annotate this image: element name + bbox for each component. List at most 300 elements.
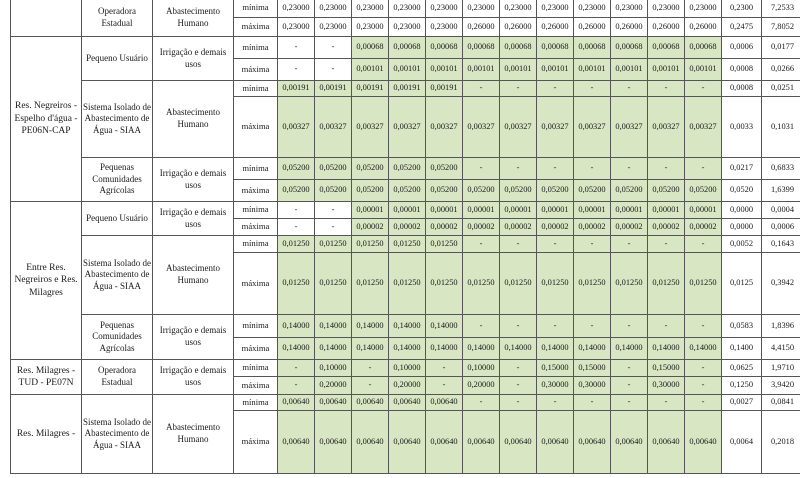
value-cell: 0,05200: [389, 180, 426, 202]
value-cell: 0,01250: [352, 253, 389, 315]
value-cell: -: [500, 81, 537, 97]
user-cell: Operadora Estadual: [82, 360, 153, 395]
average-cell: 0,0625: [722, 360, 762, 377]
value-cell: 0,23000: [352, 0, 389, 18]
value-cell: 0,00068: [463, 37, 500, 59]
value-cell: 0,00068: [685, 37, 722, 59]
value-cell: 0,15000: [574, 360, 611, 377]
value-cell: 0,14000: [426, 315, 463, 338]
value-cell: 0,01250: [611, 253, 648, 315]
value-cell: 0,14000: [315, 338, 352, 360]
average-cell: 0,0006: [722, 37, 762, 59]
value-cell: 0,00640: [389, 395, 426, 411]
value-cell: 0,14000: [352, 338, 389, 360]
value-cell: 0,00068: [648, 37, 685, 59]
value-cell: 0,01250: [574, 253, 611, 315]
use-cell: Abastecimento Humano: [153, 0, 234, 37]
average-cell: 0,1250: [722, 377, 762, 395]
value-cell: 0,00327: [278, 97, 315, 158]
value-cell: 0,05200: [315, 158, 352, 180]
location-cell: Res. Negreiros - Espelho d'água - PE06N-CAP: [11, 37, 82, 202]
value-cell: -: [685, 315, 722, 338]
average-cell: 0,0027: [722, 395, 762, 411]
value-cell: -: [574, 315, 611, 338]
value-cell: 0,00327: [463, 97, 500, 158]
value-cell: 0,14000: [315, 315, 352, 338]
value-cell: -: [611, 377, 648, 395]
use-cell: Abastecimento Humano: [153, 395, 234, 474]
average-cell: 0,0008: [722, 59, 762, 81]
value-cell: 0,23000: [685, 0, 722, 18]
value-cell: 0,00001: [648, 202, 685, 219]
value-cell: 0,20000: [463, 377, 500, 395]
value-cell: -: [315, 37, 352, 59]
value-cell: 0,01250: [389, 236, 426, 253]
value-cell: -: [278, 360, 315, 377]
value-cell: 0,00002: [574, 219, 611, 236]
value-cell: -: [537, 236, 574, 253]
value-cell: 0,26000: [574, 18, 611, 37]
use-cell: Irrigação e demais usos: [153, 37, 234, 81]
value-cell: 0,14000: [426, 338, 463, 360]
value-cell: 0,01250: [278, 253, 315, 315]
flow-type-cell: máxima: [234, 253, 278, 315]
user-cell: Pequenas Comunidades Agrícolas: [82, 315, 153, 360]
use-cell: Irrigação e demais usos: [153, 360, 234, 395]
average-cell: 0,0033: [722, 97, 762, 158]
flow-type-cell: máxima: [234, 18, 278, 37]
table-row: [11, 202, 800, 219]
value-cell: 0,30000: [574, 377, 611, 395]
value-cell: 0,15000: [648, 360, 685, 377]
use-cell: Irrigação e demais usos: [153, 202, 234, 236]
value-cell: 0,23000: [315, 18, 352, 37]
value-cell: 0,00002: [611, 219, 648, 236]
value-cell: 0,00001: [537, 202, 574, 219]
value-cell: 0,05200: [278, 180, 315, 202]
value-cell: 0,23000: [352, 18, 389, 37]
value-cell: -: [574, 158, 611, 180]
value-cell: -: [648, 315, 685, 338]
total-cell: 0,0006: [762, 219, 800, 236]
value-cell: -: [648, 81, 685, 97]
average-cell: 0,0000: [722, 202, 762, 219]
flow-type-cell: máxima: [234, 338, 278, 360]
table-row: [11, 315, 800, 338]
value-cell: 0,00640: [537, 411, 574, 474]
value-cell: -: [648, 395, 685, 411]
value-cell: 0,00001: [389, 202, 426, 219]
value-cell: -: [611, 236, 648, 253]
value-cell: 0,23000: [315, 0, 352, 18]
value-cell: 0,23000: [278, 18, 315, 37]
value-cell: 0,14000: [648, 338, 685, 360]
value-cell: 0,00640: [500, 411, 537, 474]
value-cell: 0,23000: [611, 0, 648, 18]
value-cell: 0,00327: [352, 97, 389, 158]
value-cell: 0,05200: [574, 180, 611, 202]
value-cell: -: [500, 395, 537, 411]
location-cell: [11, 0, 82, 37]
value-cell: 0,14000: [500, 338, 537, 360]
value-cell: 0,10000: [315, 360, 352, 377]
location-cell: Entre Res. Negreiros e Res. Milagres: [11, 202, 82, 360]
value-cell: -: [574, 395, 611, 411]
value-cell: 0,00101: [352, 59, 389, 81]
value-cell: 0,00640: [389, 411, 426, 474]
value-cell: -: [574, 236, 611, 253]
value-cell: 0,23000: [389, 18, 426, 37]
value-cell: 0,23000: [537, 0, 574, 18]
flow-type-cell: mínima: [234, 0, 278, 18]
value-cell: 0,23000: [389, 0, 426, 18]
value-cell: 0,00001: [426, 202, 463, 219]
value-cell: 0,00002: [352, 219, 389, 236]
total-cell: 1,6399: [762, 180, 800, 202]
average-cell: 0,0125: [722, 253, 762, 315]
flow-type-cell: máxima: [234, 180, 278, 202]
value-cell: 0,00327: [685, 97, 722, 158]
value-cell: 0,00640: [463, 411, 500, 474]
value-cell: -: [463, 158, 500, 180]
value-cell: 0,05200: [685, 180, 722, 202]
value-cell: 0,05200: [426, 158, 463, 180]
value-cell: 0,23000: [426, 0, 463, 18]
user-cell: Sistema Isolado de Abastecimento de Água - SIAA: [82, 236, 153, 315]
value-cell: 0,00002: [685, 219, 722, 236]
value-cell: -: [500, 315, 537, 338]
value-cell: -: [611, 315, 648, 338]
value-cell: -: [685, 360, 722, 377]
value-cell: -: [463, 315, 500, 338]
allocation-table-container: [10, 0, 800, 478]
flow-type-cell: mínima: [234, 395, 278, 411]
value-cell: -: [685, 395, 722, 411]
use-cell: Irrigação e demais usos: [153, 315, 234, 360]
value-cell: 0,00327: [426, 97, 463, 158]
value-cell: -: [426, 377, 463, 395]
value-cell: 0,00101: [537, 59, 574, 81]
value-cell: 0,01250: [500, 253, 537, 315]
value-cell: 0,05200: [648, 180, 685, 202]
flow-type-cell: mínima: [234, 202, 278, 219]
value-cell: 0,00191: [426, 81, 463, 97]
value-cell: 0,00001: [352, 202, 389, 219]
value-cell: 0,00191: [278, 81, 315, 97]
total-cell: 0,2018: [762, 411, 800, 474]
average-cell: 0,0064: [722, 411, 762, 474]
table-row: [11, 236, 800, 253]
value-cell: 0,23000: [500, 0, 537, 18]
table-row: [11, 37, 800, 59]
flow-type-cell: máxima: [234, 59, 278, 81]
value-cell: 0,05200: [611, 180, 648, 202]
value-cell: 0,01250: [426, 253, 463, 315]
value-cell: 0,00640: [315, 395, 352, 411]
value-cell: 0,14000: [278, 338, 315, 360]
value-cell: -: [463, 395, 500, 411]
value-cell: 0,10000: [389, 360, 426, 377]
total-cell: 1,9710: [762, 360, 800, 377]
value-cell: 0,14000: [537, 338, 574, 360]
average-cell: 0,0008: [722, 81, 762, 97]
value-cell: 0,14000: [574, 338, 611, 360]
value-cell: 0,05200: [352, 158, 389, 180]
value-cell: -: [426, 360, 463, 377]
value-cell: -: [278, 219, 315, 236]
average-cell: 0,1400: [722, 338, 762, 360]
value-cell: 0,00327: [611, 97, 648, 158]
value-cell: 0,14000: [685, 338, 722, 360]
value-cell: 0,26000: [685, 18, 722, 37]
value-cell: 0,00327: [500, 97, 537, 158]
value-cell: 0,01250: [648, 253, 685, 315]
value-cell: 0,05200: [352, 180, 389, 202]
value-cell: -: [685, 236, 722, 253]
value-cell: -: [278, 377, 315, 395]
value-cell: 0,00002: [463, 219, 500, 236]
value-cell: -: [648, 158, 685, 180]
value-cell: 0,00640: [426, 395, 463, 411]
value-cell: 0,30000: [648, 377, 685, 395]
value-cell: 0,00068: [352, 37, 389, 59]
value-cell: 0,00327: [648, 97, 685, 158]
user-cell: Pequeno Usuário: [82, 37, 153, 81]
use-cell: Abastecimento Humano: [153, 81, 234, 158]
value-cell: 0,23000: [463, 0, 500, 18]
value-cell: 0,01250: [278, 236, 315, 253]
value-cell: 0,00001: [685, 202, 722, 219]
value-cell: -: [537, 158, 574, 180]
total-cell: 0,1643: [762, 236, 800, 253]
value-cell: 0,00191: [352, 81, 389, 97]
flow-type-cell: mínima: [234, 360, 278, 377]
value-cell: 0,00191: [389, 81, 426, 97]
value-cell: 0,01250: [352, 236, 389, 253]
average-cell: 0,0217: [722, 158, 762, 180]
user-cell: Sistema Isolado de Abastecimento de Água - SIAA: [82, 81, 153, 158]
value-cell: -: [352, 360, 389, 377]
flow-type-cell: mínima: [234, 315, 278, 338]
value-cell: -: [685, 81, 722, 97]
value-cell: -: [500, 158, 537, 180]
value-cell: -: [537, 81, 574, 97]
value-cell: -: [500, 377, 537, 395]
value-cell: 0,00640: [352, 395, 389, 411]
value-cell: 0,01250: [389, 253, 426, 315]
total-cell: 0,0251: [762, 81, 800, 97]
table-row: [11, 395, 800, 411]
value-cell: 0,00002: [389, 219, 426, 236]
value-cell: -: [574, 81, 611, 97]
value-cell: 0,10000: [463, 360, 500, 377]
total-cell: 3,9420: [762, 377, 800, 395]
value-cell: 0,05200: [463, 180, 500, 202]
table-row: [11, 158, 800, 180]
value-cell: 0,00101: [648, 59, 685, 81]
value-cell: 0,05200: [500, 180, 537, 202]
flow-type-cell: máxima: [234, 97, 278, 158]
value-cell: 0,26000: [611, 18, 648, 37]
total-cell: 7,2533: [762, 0, 800, 18]
value-cell: 0,00002: [426, 219, 463, 236]
value-cell: 0,01250: [315, 253, 352, 315]
average-cell: 0,2475: [722, 18, 762, 37]
value-cell: 0,01250: [463, 253, 500, 315]
value-cell: 0,00068: [537, 37, 574, 59]
value-cell: 0,05200: [278, 158, 315, 180]
value-cell: 0,00327: [389, 97, 426, 158]
value-cell: 0,00640: [685, 411, 722, 474]
value-cell: -: [685, 377, 722, 395]
value-cell: 0,30000: [537, 377, 574, 395]
total-cell: 7,8052: [762, 18, 800, 37]
value-cell: 0,00640: [426, 411, 463, 474]
average-cell: 0,0520: [722, 180, 762, 202]
value-cell: -: [648, 236, 685, 253]
location-cell: Res. Milagres -: [11, 395, 82, 474]
total-cell: 1,8396: [762, 315, 800, 338]
value-cell: 0,23000: [278, 0, 315, 18]
value-cell: 0,00101: [611, 59, 648, 81]
average-cell: 0,2300: [722, 0, 762, 18]
value-cell: 0,00001: [500, 202, 537, 219]
value-cell: -: [537, 315, 574, 338]
location-cell: Res. Milagres - TUD - PE07N: [11, 360, 82, 395]
value-cell: 0,05200: [537, 180, 574, 202]
table-row: [11, 0, 800, 18]
table-row: [11, 81, 800, 97]
value-cell: 0,01250: [685, 253, 722, 315]
value-cell: -: [611, 360, 648, 377]
value-cell: -: [315, 219, 352, 236]
value-cell: 0,26000: [537, 18, 574, 37]
value-cell: -: [315, 202, 352, 219]
total-cell: 0,1031: [762, 97, 800, 158]
value-cell: 0,05200: [389, 158, 426, 180]
value-cell: -: [315, 59, 352, 81]
flow-type-cell: máxima: [234, 219, 278, 236]
value-cell: 0,23000: [426, 18, 463, 37]
value-cell: -: [685, 158, 722, 180]
value-cell: 0,00101: [463, 59, 500, 81]
value-cell: 0,00101: [389, 59, 426, 81]
value-cell: 0,26000: [463, 18, 500, 37]
value-cell: 0,20000: [315, 377, 352, 395]
value-cell: 0,00002: [648, 219, 685, 236]
total-cell: 0,6833: [762, 158, 800, 180]
value-cell: 0,00640: [315, 411, 352, 474]
flow-type-cell: mínima: [234, 158, 278, 180]
value-cell: -: [352, 377, 389, 395]
total-cell: 0,0177: [762, 37, 800, 59]
value-cell: 0,00002: [500, 219, 537, 236]
average-cell: 0,0583: [722, 315, 762, 338]
value-cell: 0,00068: [500, 37, 537, 59]
value-cell: 0,00640: [648, 411, 685, 474]
value-cell: 0,00640: [611, 411, 648, 474]
use-cell: Abastecimento Humano: [153, 236, 234, 315]
value-cell: -: [278, 202, 315, 219]
value-cell: 0,26000: [648, 18, 685, 37]
flow-type-cell: mínima: [234, 236, 278, 253]
value-cell: 0,00327: [574, 97, 611, 158]
user-cell: Sistema Isolado de Abastecimento de Água - SIAA: [82, 395, 153, 474]
value-cell: -: [537, 395, 574, 411]
value-cell: 0,14000: [389, 315, 426, 338]
value-cell: 0,01250: [315, 236, 352, 253]
value-cell: -: [500, 236, 537, 253]
flow-type-cell: mínima: [234, 37, 278, 59]
value-cell: -: [611, 81, 648, 97]
user-cell: Pequeno Usuário: [82, 202, 153, 236]
value-cell: 0,00640: [574, 411, 611, 474]
value-cell: 0,00068: [389, 37, 426, 59]
flow-type-cell: mínima: [234, 81, 278, 97]
value-cell: 0,14000: [611, 338, 648, 360]
value-cell: 0,00101: [685, 59, 722, 81]
value-cell: 0,00001: [574, 202, 611, 219]
value-cell: -: [611, 158, 648, 180]
value-cell: 0,00101: [426, 59, 463, 81]
value-cell: 0,15000: [537, 360, 574, 377]
value-cell: 0,23000: [648, 0, 685, 18]
value-cell: 0,00068: [611, 37, 648, 59]
value-cell: 0,00101: [500, 59, 537, 81]
water-allocation-table: [10, 0, 800, 474]
value-cell: 0,00068: [426, 37, 463, 59]
value-cell: 0,14000: [352, 315, 389, 338]
value-cell: 0,20000: [389, 377, 426, 395]
value-cell: 0,14000: [389, 338, 426, 360]
value-cell: 0,00101: [574, 59, 611, 81]
table-row: [11, 360, 800, 377]
value-cell: -: [500, 360, 537, 377]
value-cell: 0,26000: [500, 18, 537, 37]
value-cell: -: [278, 59, 315, 81]
value-cell: -: [463, 236, 500, 253]
average-cell: 0,0052: [722, 236, 762, 253]
value-cell: 0,23000: [574, 0, 611, 18]
use-cell: Irrigação e demais usos: [153, 158, 234, 202]
value-cell: -: [278, 37, 315, 59]
total-cell: 0,0266: [762, 59, 800, 81]
user-cell: Operadora Estadual: [82, 0, 153, 37]
total-cell: 0,0841: [762, 395, 800, 411]
value-cell: 0,01250: [537, 253, 574, 315]
total-cell: 0,3942: [762, 253, 800, 315]
value-cell: 0,05200: [426, 180, 463, 202]
flow-type-cell: máxima: [234, 377, 278, 395]
value-cell: 0,05200: [315, 180, 352, 202]
value-cell: 0,00068: [574, 37, 611, 59]
value-cell: 0,14000: [463, 338, 500, 360]
total-cell: 0,0004: [762, 202, 800, 219]
value-cell: 0,00191: [315, 81, 352, 97]
value-cell: 0,01250: [426, 236, 463, 253]
value-cell: 0,00327: [537, 97, 574, 158]
value-cell: 0,00327: [315, 97, 352, 158]
value-cell: 0,00002: [537, 219, 574, 236]
user-cell: Pequenas Comunidades Agrícolas: [82, 158, 153, 202]
value-cell: 0,14000: [278, 315, 315, 338]
value-cell: 0,00640: [278, 395, 315, 411]
flow-type-cell: máxima: [234, 411, 278, 474]
value-cell: -: [611, 395, 648, 411]
value-cell: 0,00640: [352, 411, 389, 474]
total-cell: 4,4150: [762, 338, 800, 360]
value-cell: 0,00640: [278, 411, 315, 474]
